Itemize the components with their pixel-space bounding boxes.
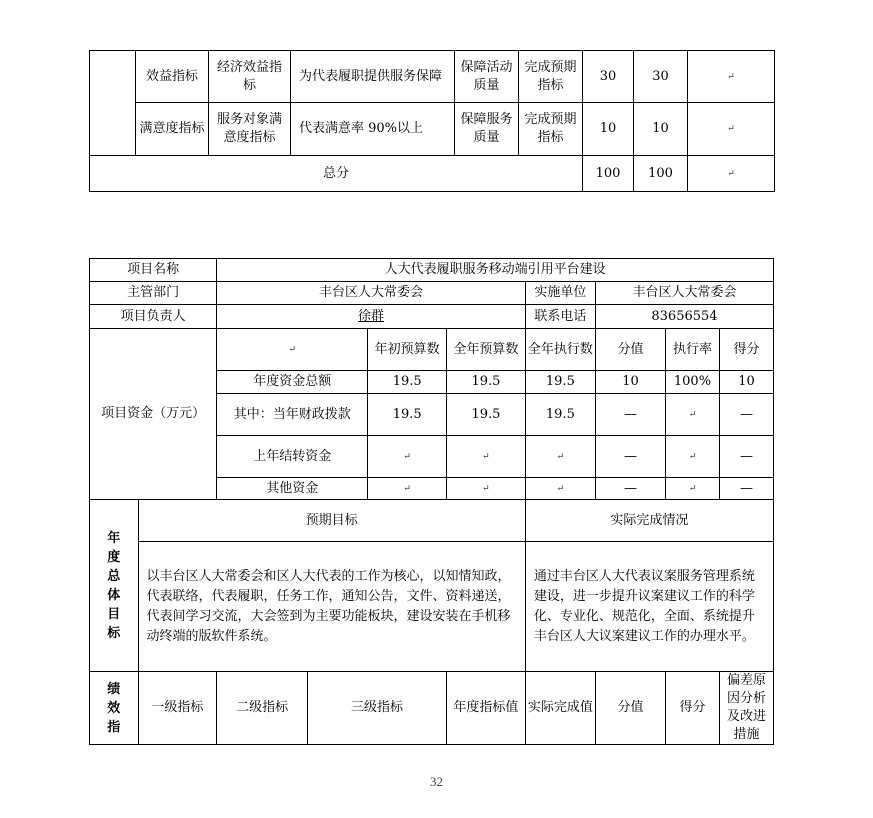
owner-value: 徐群	[217, 305, 526, 329]
owner-label: 项目负责人	[90, 305, 217, 329]
funds-budget-full: 19.5	[447, 371, 526, 394]
total-got: 100	[634, 156, 688, 192]
total-score: 100	[583, 156, 634, 192]
funds-rate: 100%	[666, 371, 720, 394]
note-cell: ↵	[688, 51, 775, 103]
funds-row-label: 上年结转资金	[217, 436, 368, 478]
got-cell: 10	[634, 103, 688, 156]
funds-budget-full: 19.5	[447, 394, 526, 436]
rate-header: 执行率	[666, 329, 720, 371]
funds-score: 10	[595, 371, 665, 394]
goal-label-text: 年度总体目标	[107, 530, 121, 641]
page-number: 32	[430, 774, 443, 789]
funds-budget-start: ↵	[368, 478, 447, 500]
goal-label	[90, 500, 139, 672]
actual-text: 通过丰台区人大代表议案服务管理系统建设，进一步提升议案建议工作的科学化、专业化、规范化，全面、系统提升丰台区人大议案建议工作的办理水平。	[525, 542, 773, 672]
dept-label: 主管部门	[90, 282, 217, 305]
funds-exec-full: 19.5	[525, 394, 595, 436]
funds-row-label: 其他资金	[217, 478, 368, 500]
project-evaluation-table	[89, 258, 774, 745]
funds-budget-start: 19.5	[368, 394, 447, 436]
indicator-cell: 为代表履职提供服务保障	[291, 51, 455, 103]
table-row	[90, 282, 774, 305]
category-cell: 保障活动质量	[455, 51, 519, 103]
indicator-cell: 代表满意率 90%以上	[291, 103, 455, 156]
budget-full-header: 全年预算数	[447, 329, 526, 371]
impl-label: 实施单位	[525, 282, 595, 305]
funds-exec-full: ↵	[525, 436, 595, 478]
l2-cell: 满意度指标	[136, 103, 209, 156]
project-name-value: 人大代表履职服务移动端引用平台建设	[217, 259, 774, 282]
perf-l2-header: 二级指标	[217, 672, 308, 745]
project-name-label: 项目名称	[90, 259, 217, 282]
funds-got: 10	[719, 371, 773, 394]
funds-header-row	[90, 329, 774, 371]
target-cell: 完成预期指标	[519, 51, 583, 103]
budget-start-header: 年初预算数	[368, 329, 447, 371]
perf-target-header: 年度指标值	[447, 672, 526, 745]
funds-row-label: 年度资金总额	[217, 371, 368, 394]
funds-header-blank: ↵	[217, 329, 368, 371]
total-note: ↵	[688, 156, 775, 192]
funds-budget-start: 19.5	[368, 371, 447, 394]
funds-got: —	[719, 478, 773, 500]
impl-value: 丰台区人大常委会	[595, 282, 773, 305]
funds-score: —	[595, 394, 665, 436]
total-row	[90, 156, 775, 192]
funds-rate: ↵	[666, 478, 720, 500]
funds-row-label: 其中：当年财政拨款	[217, 394, 368, 436]
funds-got: —	[719, 436, 773, 478]
expected-text: 以丰台区人大常委会和区人大代表的工作为核心，以知情知政，代表联络，代表履职，任务工作，通知公告，文件、资料递送，代表间学习交流，大会签到为主要功能板块，建设安装在手机移动终端的版软件系统。	[138, 542, 525, 672]
funds-budget-start: ↵	[368, 436, 447, 478]
perf-label	[90, 672, 139, 745]
category-cell: 保障服务质量	[455, 103, 519, 156]
perf-label-text: 绩效指	[107, 681, 121, 735]
perf-actual-header: 实际完成值	[525, 672, 595, 745]
funds-got: —	[719, 394, 773, 436]
score-cell: 10	[583, 103, 634, 156]
total-label: 总分	[90, 156, 583, 192]
perf-reason-header: 偏差原因分析及改进措施	[719, 672, 773, 745]
table-row	[90, 259, 774, 282]
note-cell: ↵	[688, 103, 775, 156]
phone-label: 联系电话	[525, 305, 595, 329]
l2-cell: 效益指标	[136, 51, 209, 103]
perf-l3-header: 三级指标	[307, 672, 446, 745]
dept-value: 丰台区人大常委会	[217, 282, 526, 305]
table-row	[90, 305, 774, 329]
score-cell: 30	[583, 51, 634, 103]
l3-cell: 经济效益指标	[209, 51, 291, 103]
l3-cell: 服务对象满意度指标	[209, 103, 291, 156]
perf-got-header: 得分	[666, 672, 720, 745]
perf-l1-header: 一级指标	[138, 672, 217, 745]
funds-rate: ↵	[666, 394, 720, 436]
funds-exec-full: ↵	[525, 478, 595, 500]
phone-value: 83656554	[595, 305, 773, 329]
goal-header-row	[90, 500, 774, 542]
got-header: 得分	[719, 329, 773, 371]
exec-full-header: 全年执行数	[525, 329, 595, 371]
goal-content-row	[90, 542, 774, 672]
funds-exec-full: 19.5	[525, 371, 595, 394]
performance-table-continued	[89, 50, 775, 192]
perf-score-header: 分值	[595, 672, 665, 745]
expected-header: 预期目标	[138, 500, 525, 542]
funds-budget-full: ↵	[447, 436, 526, 478]
perf-header-row	[90, 672, 774, 745]
actual-header: 实际完成情况	[525, 500, 773, 542]
l1-cell	[90, 51, 136, 156]
got-cell: 30	[634, 51, 688, 103]
target-cell: 完成预期指标	[519, 103, 583, 156]
funds-label: 项目资金（万元）	[90, 329, 217, 500]
table-row	[90, 51, 775, 103]
funds-score: —	[595, 436, 665, 478]
table-row	[90, 103, 775, 156]
funds-budget-full: ↵	[447, 478, 526, 500]
funds-score: —	[595, 478, 665, 500]
funds-rate: ↵	[666, 436, 720, 478]
score-header: 分值	[595, 329, 665, 371]
